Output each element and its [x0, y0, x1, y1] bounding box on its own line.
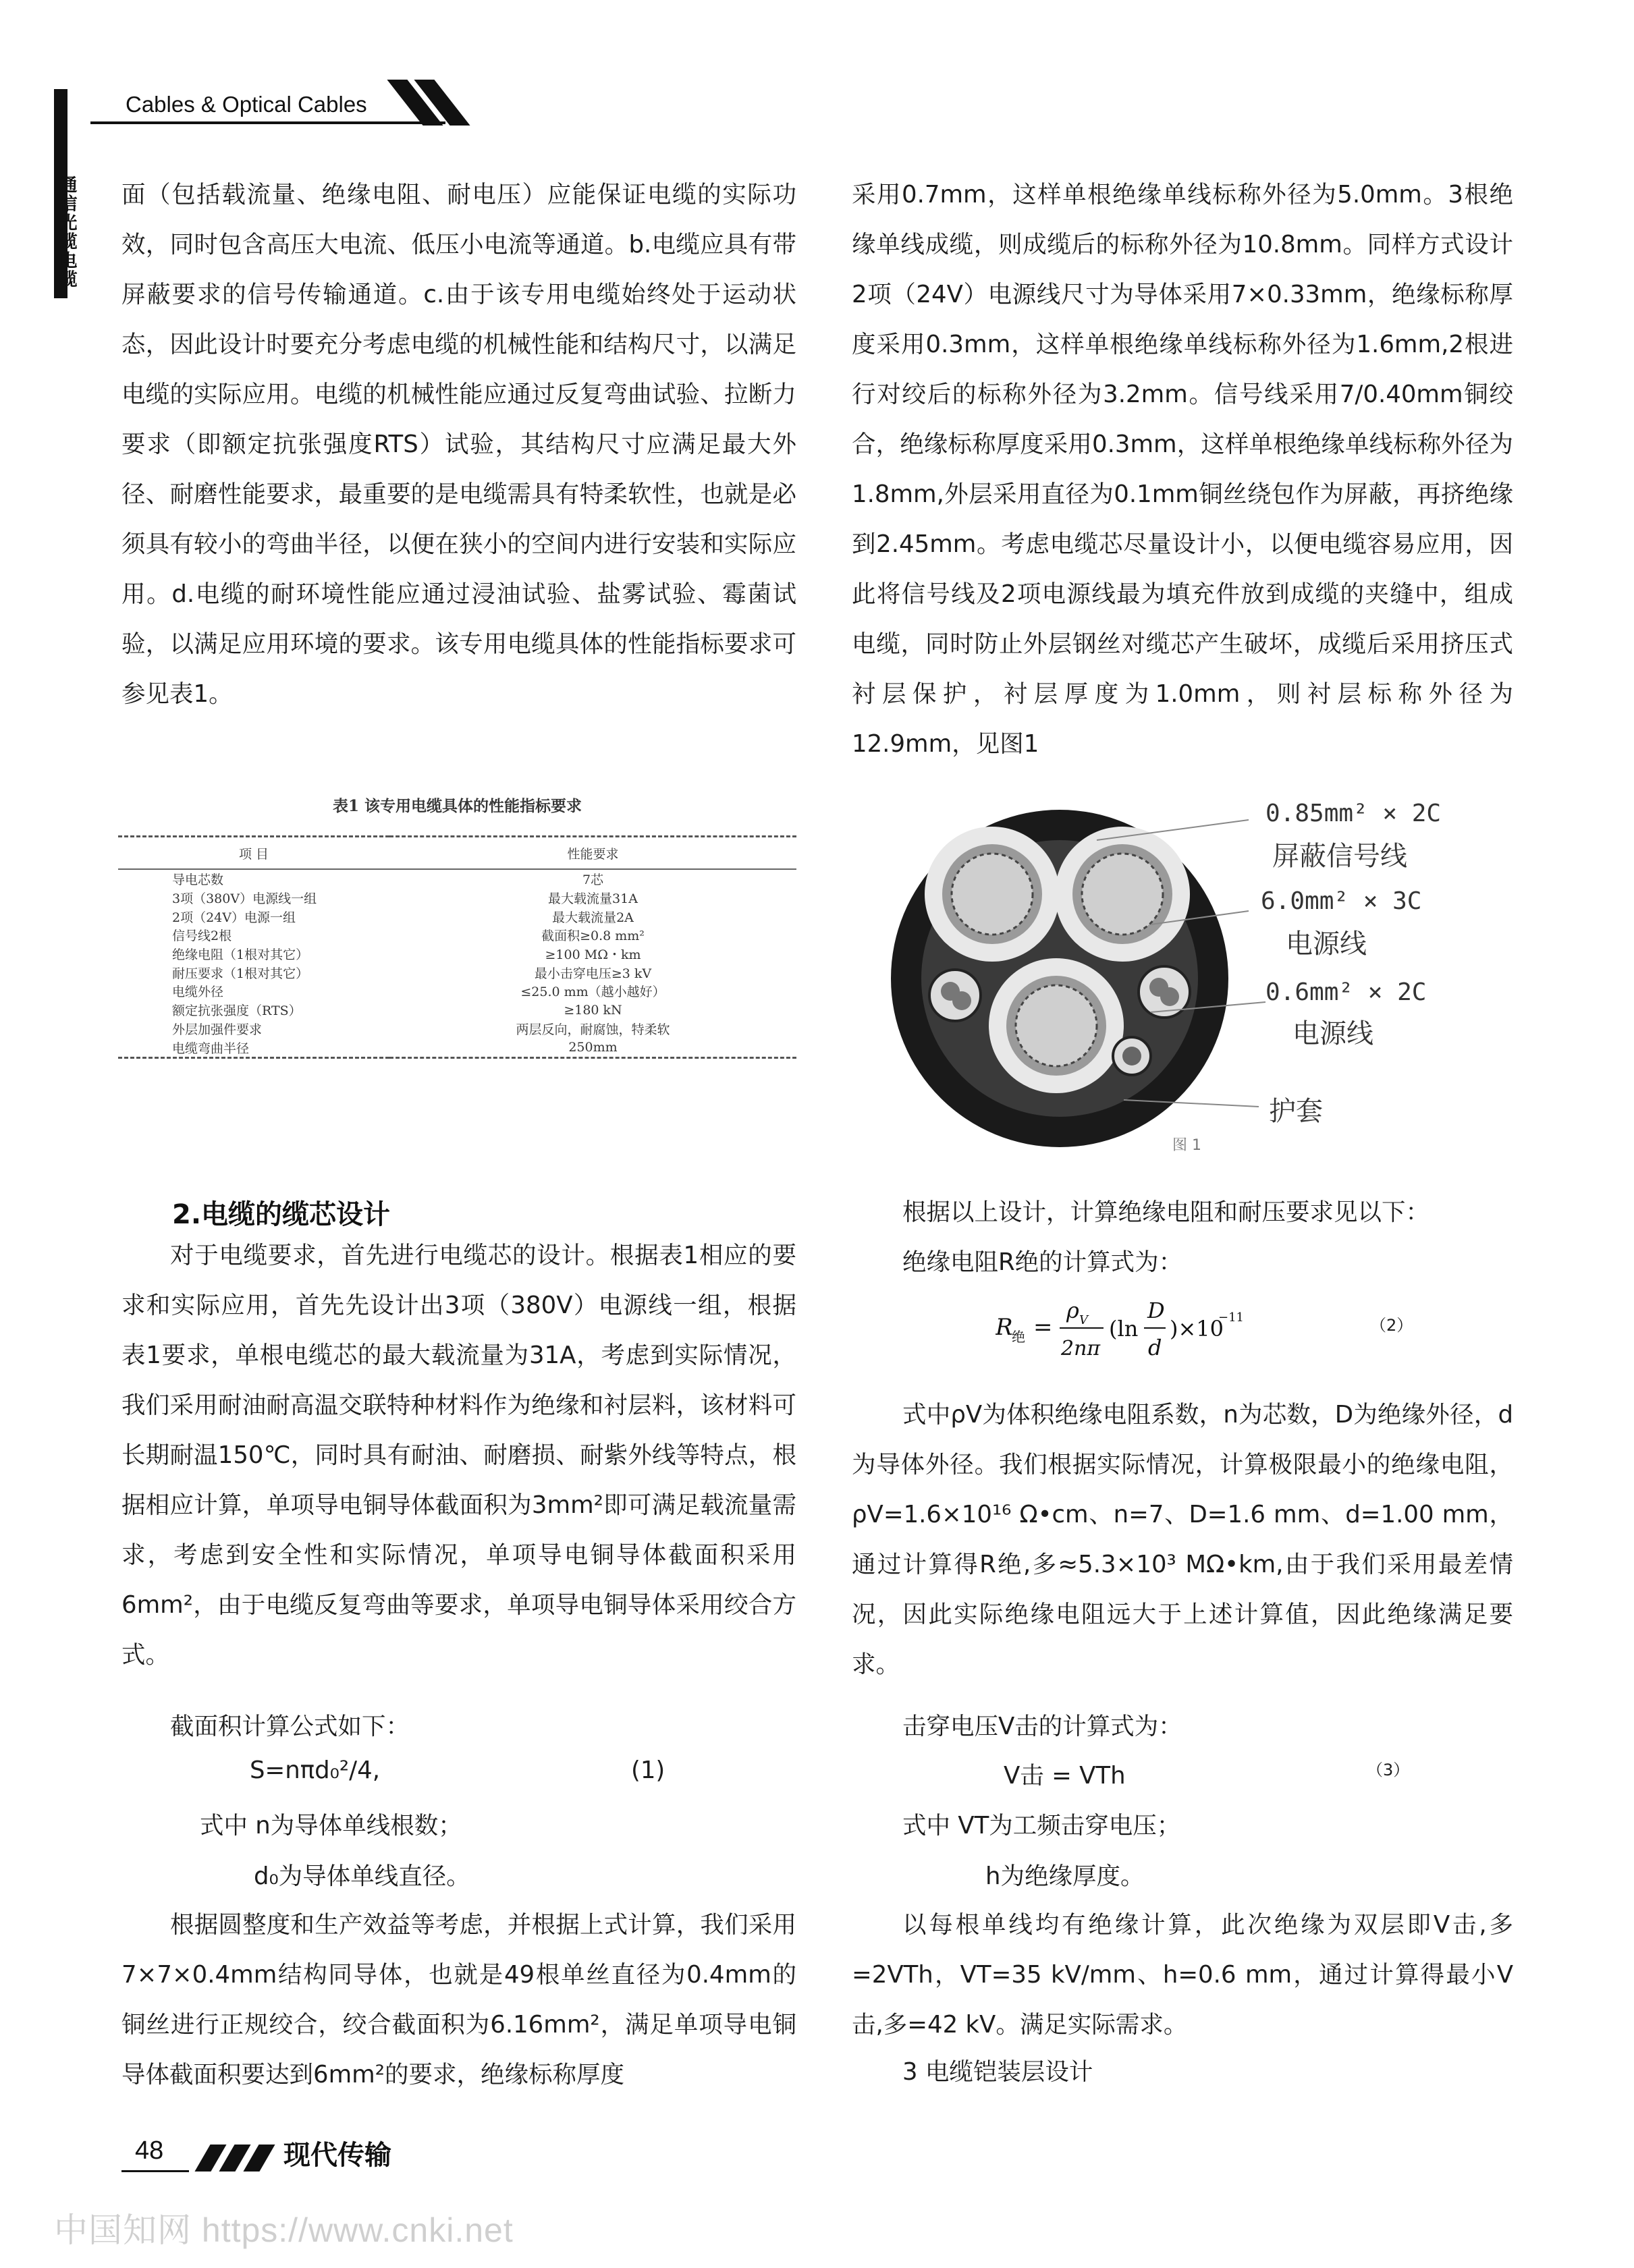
table-cell: 电缆外径 — [172, 985, 224, 1000]
right-paragraph-1: 采用0.7mm，这样单根绝缘单线标称外径为5.0mm。3根绝缘单线成缆，则成缆后的标称外径为10.8mm。同样方式设计2项（24V）电源线尺寸为导体采用7×0.33mm，绝缘标称厚度采用0.3mm，这样单根绝缘单线标称外径为1.6mm,2根进行对绞后的标称外径为3.2mm。信号线采用7/0.40mm铜绞合，绝缘标称厚度采用0.3mm，这样单根绝缘单线标称外径为1.8mm,外层采用直径为0.1mm铜丝绕包作为屏蔽，再挤绝缘到2.45mm。考虑电缆芯尽量设计小，以便电缆容易应用，因此将信号线及2项电源线最为填充件放到成缆的夹缝中，组成电缆，同时防止外层钢丝对缆芯产生破坏，成缆后采用挤压式衬层保护，衬层厚度为1.0mm，则衬层标称外径为12.9mm，见图1 — [852, 181, 1513, 758]
table-cell: 3项（380V）电源线一组 — [172, 891, 317, 907]
table-cell: 最大载流量2A — [552, 910, 634, 925]
table-cell: 最小击穿电压≥3 kV — [534, 966, 652, 981]
svg-text:D: D — [1147, 1298, 1165, 1323]
svg-text:d: d — [1148, 1335, 1162, 1360]
formula-svg — [996, 1288, 1346, 1368]
formula3-number: （3） — [1367, 1761, 1410, 1779]
area-formula-intro: 截面积计算公式如下： — [170, 1713, 410, 1740]
table-row — [118, 1038, 796, 1057]
power-core-2 — [1055, 827, 1190, 962]
svg-text:=: = — [1033, 1314, 1053, 1341]
table-row — [118, 926, 796, 945]
table-cell: 信号线2根 — [172, 929, 232, 944]
page-number: 48 — [135, 2136, 164, 2165]
area-var-n: 式中 n为导体单线根数； — [200, 1812, 462, 1840]
table-header-row — [118, 837, 796, 870]
sidebar-label: 通信光缆电缆 — [57, 175, 77, 289]
table-cell: 绝缘电阻（1根对其它） — [172, 947, 309, 963]
insulation-resistance-formula — [996, 1288, 1346, 1368]
table-row — [118, 963, 796, 982]
figure-label-signal: 屏蔽信号线 — [1272, 841, 1407, 872]
breakdown-formula: V击 = VTh — [1004, 1762, 1126, 1790]
figure-label-power2: 电源线 — [1292, 1018, 1373, 1049]
breakdown-intro: 击穿电压V击的计算式为： — [902, 1713, 1182, 1740]
left-paragraph-3: 根据圆整度和生产效益等考虑，并根据上式计算，我们采用7×7×0.4mm结构同导体，也就是49根单丝直径为0.4mm的铜丝进行正规绞合，绞合截面积为6.16mm²，满足单项导电铜导体截面积要达到6mm²的要求，绝缘标称厚度 — [121, 1911, 796, 2089]
header-bar — [54, 89, 67, 121]
right-paragraph-3: 以每根单线均有绝缘计算，此次绝缘为双层即V击,多=2VTh，VT=35 kV/mm、h=0.6 mm，通过计算得最小V击,多=42 kV。满足实际需求。 — [852, 1911, 1513, 2039]
header-rule — [67, 121, 445, 124]
table-cell: ≤25.0 mm（越小越好） — [520, 985, 665, 1000]
table-row — [118, 1020, 796, 1039]
table-row — [118, 869, 796, 889]
table-cell: 导电芯数 — [172, 873, 224, 888]
table-cell: ≥100 MΩ・km — [545, 947, 641, 963]
table-cell: 额定抗张强度（RTS） — [172, 1003, 302, 1019]
table-cell: 两层反向，耐腐蚀，特柔软 — [516, 1022, 670, 1037]
signal-wire-left — [929, 970, 981, 1021]
table-row — [118, 1001, 796, 1020]
svg-text:绝: 绝 — [1012, 1329, 1025, 1345]
table-cell: 外层加强件要求 — [172, 1022, 263, 1037]
breakdown-var-h: h为绝缘厚度。 — [985, 1862, 1145, 1890]
resist-intro: 绝缘电阻R绝的计算式为： — [902, 1248, 1183, 1276]
small-power-wire — [1113, 1037, 1151, 1075]
area-formula-number: (1) — [631, 1757, 665, 1784]
figure-label-power2-spec: 0.6mm² × 2C — [1265, 978, 1427, 1006]
svg-text:−11: −11 — [1218, 1310, 1244, 1325]
right-paragraph-2: 式中ρV为体积绝缘电阻系数，n为芯数，D为绝缘外径，d为导体外径。我们根据实际情况，计算极限最小的绝缘电阻，ρV=1.6×10¹⁶ Ω•cm、n=7、D=1.6 mm、d=1.00 mm，通过计算得R绝,多≈5.3×10³ MΩ•km,由于我们采用最差情况，因此实际绝缘电阻远大于上述计算值，因此绝缘满足要求。 — [852, 1401, 1513, 1678]
table-row — [118, 907, 796, 926]
figure-label-power: 电源线 — [1286, 929, 1367, 960]
table-cell: 7芯 — [582, 873, 604, 888]
section2-heading: 2.电缆的缆芯设计 — [172, 1199, 391, 1230]
figure1-caption: 图 1 — [1172, 1137, 1201, 1154]
svg-text:ρ: ρ — [1066, 1298, 1079, 1323]
figure-label-sheath: 护套 — [1269, 1096, 1323, 1127]
figure-label-signal-spec: 0.85mm² × 2C — [1265, 800, 1442, 827]
power-core-1 — [925, 827, 1060, 962]
table-header-item: 项 目 — [118, 837, 389, 870]
svg-text:(ln: (ln — [1109, 1316, 1139, 1342]
table-cell: 最大载流量31A — [548, 891, 638, 907]
table-cell: ≥180 kN — [564, 1002, 622, 1018]
table1 — [118, 835, 796, 1059]
table-cell: 耐压要求（1根对其它） — [172, 966, 309, 981]
calc-intro: 根据以上设计，计算绝缘电阻和耐压要求见以下： — [902, 1198, 1430, 1226]
area-var-d: d₀为导体单线直径。 — [254, 1862, 470, 1890]
table-cell: 截面积≥0.8 mm² — [541, 929, 645, 944]
table1-title: 表1 该专用电缆具体的性能指标要求 — [332, 797, 582, 815]
cable-cross-section — [854, 800, 1529, 1154]
footer-rule — [121, 2170, 189, 2172]
table-cell: 2项（24V）电源一组 — [172, 910, 296, 925]
breakdown-var-v: 式中 VT为工频击穿电压； — [902, 1812, 1181, 1840]
svg-text:2nπ: 2nπ — [1061, 1337, 1101, 1360]
table-row — [118, 945, 796, 964]
left-paragraph-2: 对于电缆要求，首先进行电缆芯的设计。根据表1相应的要求和实际应用，首先先设计出3项（380V）电源线一组，根据表1要求，单根电缆芯的最大载流量为31A，考虑到实际情况，我们采用耐油耐高温交联特种材料作为绝缘和衬层料，该材料可长期耐温150℃，同时具有耐油、耐磨损、耐紫外线等特点，根据相应计算，单项导电铜导体截面积为3mm²即可满足载流量需求，考虑到安全性和实际情况，单项导电铜导体截面积采用6mm²，由于电缆反复弯曲等要求，单项导电铜导体采用绞合方式。 — [121, 1242, 796, 1669]
figure1 — [854, 800, 1529, 1154]
table-row — [118, 889, 796, 908]
table-cell: 250mm — [389, 1038, 796, 1057]
figure-label-power-spec: 6.0mm² × 3C — [1261, 887, 1422, 915]
table-header-requirement: 性能要求 — [389, 837, 796, 870]
table-row — [118, 982, 796, 1001]
journal-name: 现代传输 — [283, 2140, 391, 2171]
svg-text:R: R — [996, 1314, 1013, 1341]
area-formula: S=nπd₀²/4, — [250, 1757, 380, 1784]
section3-heading: 3 电缆铠装层设计 — [902, 2058, 1093, 2086]
svg-text:)×10: )×10 — [1170, 1316, 1224, 1342]
formula2-number: （2） — [1370, 1316, 1413, 1335]
header-section-label: Cables & Optical Cables — [126, 92, 367, 117]
power-core-3 — [989, 958, 1124, 1093]
table-cell: 电缆弯曲半径 — [118, 1038, 389, 1057]
svg-text:V: V — [1079, 1313, 1088, 1327]
cnki-watermark: 中国知网 https://www.cnki.net — [54, 2211, 514, 2249]
left-paragraph-1: 面（包括载流量、绝缘电阻、耐电压）应能保证电缆的实际功效，同时包含高压大电流、低压小电流等通道。b.电缆应具有带屏蔽要求的信号传输通道。c.由于该专用电缆始终处于运动状态，因此设计时要充分考虑电缆的机械性能和结构尺寸，以满足电缆的实际应用。电缆的机械性能应通过反复弯曲试验、拉断力要求（即额定抗张强度RTS）试验，其结构尺寸应满足最大外径、耐磨性能要求，最重要的是电缆需具有特柔软性，也就是必须具有较小的弯曲半径，以便在狭小的空间内进行安装和实际应用。d.电缆的耐环境性能应通过浸油试验、盐雾试验、霉菌试验，以满足应用环境的要求。该专用电缆具体的性能指标要求可参见表1。 — [121, 181, 796, 708]
